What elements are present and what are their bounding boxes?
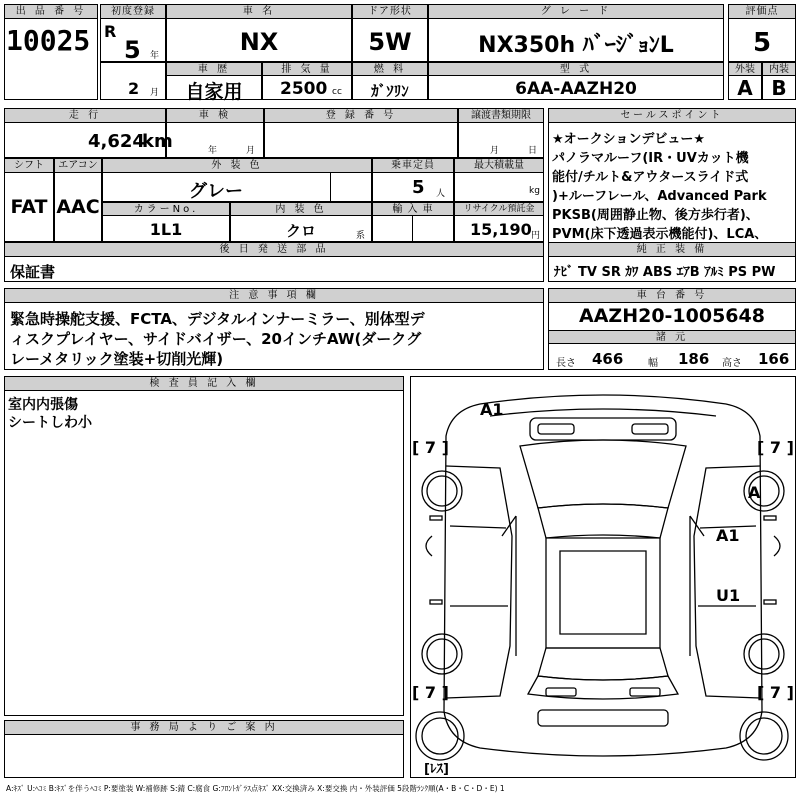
- tire-tread-rear-left: [ 7 ]: [412, 683, 449, 702]
- max-load-label: 最大積載量: [454, 158, 544, 173]
- color-no: 1L1: [149, 220, 183, 239]
- length-value: 466: [592, 350, 624, 368]
- equipment-label: 純 正 装 備: [548, 242, 796, 257]
- first-reg-year: 5: [124, 36, 141, 64]
- tire-tread-front-left: [ 7 ]: [412, 438, 449, 457]
- model-code: 6AA-AAZH20: [515, 79, 637, 99]
- door-type: 5W: [368, 28, 412, 56]
- shift-label: シフト: [4, 158, 54, 173]
- interior-grade: B: [771, 76, 787, 100]
- sales-line: PVM(床下透過表示機能付)、LCA、: [552, 227, 768, 242]
- ac: AAC: [56, 196, 100, 218]
- history-label: 車 歴: [166, 62, 262, 76]
- exterior-label: 外装: [728, 62, 762, 76]
- notes-line: ィスクプレイヤー、サイドバイザー、20インチAW(ダークグ: [10, 330, 422, 348]
- recycle-unit: 円: [531, 231, 541, 241]
- later-parts-label: 後 日 発 送 部 品: [4, 242, 544, 257]
- car-name: NX: [239, 28, 279, 56]
- displacement-label: 排 気 量: [262, 62, 352, 76]
- history: 自家用: [185, 81, 243, 103]
- score: 5: [752, 28, 772, 58]
- spare-tire-mark: [ﾚｽ]: [424, 762, 449, 777]
- inspector-line: シートしわ小: [8, 415, 92, 431]
- inspection-label: 車 検: [166, 108, 264, 123]
- month-unit: 月: [150, 88, 160, 98]
- interior-label: 内装: [762, 62, 796, 76]
- sales-line: 能付/チルト&アウタースライド式: [552, 170, 749, 185]
- ac-label: エアコン: [54, 158, 102, 173]
- int-color-unit: 系: [356, 231, 366, 241]
- mileage-unit: km: [142, 131, 173, 152]
- sales-line: )+ルーフレール、Advanced Park: [552, 189, 767, 204]
- width-label: 幅: [648, 358, 658, 369]
- int-color-label: 内 装 色: [230, 202, 372, 216]
- recycle-label: リサイクル預託金: [454, 202, 544, 216]
- later-parts: 保証書: [10, 263, 56, 281]
- door-label: ドア形状: [352, 4, 428, 19]
- max-load-unit: kg: [529, 186, 540, 196]
- era: R: [104, 22, 117, 41]
- mileage: 4,624: [88, 131, 145, 152]
- sales-line: パノラマルーフ(IR・UVカット機: [552, 151, 749, 166]
- import-label: 輸 入 車: [372, 202, 454, 216]
- inspection-month-unit: 月: [246, 146, 256, 156]
- model-code-label: 型 式: [428, 62, 724, 76]
- notes-line: 緊急時操舵支援、FCTA、デジタルインナーミラー、別体型デ: [10, 310, 425, 328]
- damage-mark-a1-front: A1: [480, 400, 504, 419]
- exterior-grade: A: [737, 76, 753, 100]
- inspection-year-unit: 年: [208, 146, 218, 156]
- lot-number: 10025: [6, 24, 91, 57]
- capacity-unit: 人: [436, 189, 446, 199]
- score-label: 評価点: [728, 4, 796, 19]
- damage-mark-u1-right: U1: [716, 586, 741, 605]
- legend: A:ｷｽﾞ U:ﾍｺﾐ B:ｷｽﾞを伴うﾍｺﾐ P:要塗装 W:補修跡 S:錆 C:腐食 G:ﾌﾛﾝﾄｶﾞﾗｽ点ｷｽﾞ XX:交換済み X:要交換 内・外装評価 5段階ﾗﾝｸ順(A・B・C・D・E) 1: [6, 784, 505, 793]
- car-name-label: 車 名: [166, 4, 352, 19]
- height-label: 高さ: [722, 358, 742, 369]
- lot-number-label: 出 品 番 号: [4, 4, 98, 19]
- int-color: クロ: [285, 222, 316, 240]
- transfer-day-unit: 日: [528, 146, 538, 156]
- first-reg-month: 2: [128, 79, 140, 98]
- width-value: 186: [678, 350, 710, 368]
- inspector-line: 室内内張傷: [8, 397, 78, 413]
- color-divider: [330, 173, 331, 202]
- sales-line: PKSB(周囲静止物、後方歩行者)、: [552, 208, 759, 223]
- chassis-label: 車 台 番 号: [548, 288, 796, 303]
- chassis-number: AAZH20-1005648: [579, 305, 765, 327]
- shift: FAT: [10, 196, 48, 218]
- import-divider: [412, 216, 413, 242]
- fuel: ｶﾞｿﾘﾝ: [371, 82, 409, 100]
- equipment-list: ﾅﾋﾞ TV SR ｶﾜ ABS ｴｱB ｱﾙﾐ PS PW: [554, 265, 776, 280]
- notes-line: レーメタリック塗装+切削光輝): [10, 350, 224, 368]
- recycle-deposit: 15,190: [470, 220, 532, 239]
- damage-mark-a1-right: A1: [716, 526, 740, 545]
- sales-line: ★オークションデビュー★: [552, 132, 706, 147]
- transfer-month-unit: 月: [490, 146, 500, 156]
- grade: NX350h ﾊﾞｰｼﾞｮﾝL: [478, 33, 674, 58]
- capacity-label: 乗車定員: [372, 158, 454, 173]
- tire-tread-rear-right: [ 7 ]: [757, 683, 794, 702]
- specs-label: 諸 元: [548, 330, 796, 344]
- transfer-deadline-label: 譲渡書類期限: [458, 108, 544, 123]
- exterior-color: グレー: [189, 181, 243, 202]
- damage-mark-a-right-front: A: [748, 483, 761, 502]
- car-diagram: [410, 376, 796, 778]
- color-label: 外 装 色: [102, 158, 372, 173]
- displacement: 2500: [280, 79, 328, 99]
- mileage-label: 走 行: [4, 108, 166, 123]
- sales-points-label: セールスポイント: [548, 108, 796, 123]
- reg-number-label: 登 録 番 号: [264, 108, 458, 123]
- inspector-label: 検 査 員 記 入 欄: [4, 376, 404, 391]
- height-value: 166: [758, 350, 790, 368]
- tire-tread-front-right: [ 7 ]: [757, 438, 794, 457]
- capacity: 5: [412, 177, 425, 198]
- grade-label: グ レ ー ド: [428, 4, 724, 19]
- fuel-label: 燃 料: [352, 62, 428, 76]
- office-label: 事 務 局 よ り ご 案 内: [4, 720, 404, 735]
- displacement-unit: cc: [332, 87, 342, 97]
- length-label: 長さ: [556, 358, 576, 369]
- notes-label: 注 意 事 項 欄: [4, 288, 544, 303]
- first-registration-label: 初度登録: [100, 4, 166, 19]
- year-unit: 年: [150, 51, 160, 61]
- color-no-label: カラーNo.: [102, 202, 230, 216]
